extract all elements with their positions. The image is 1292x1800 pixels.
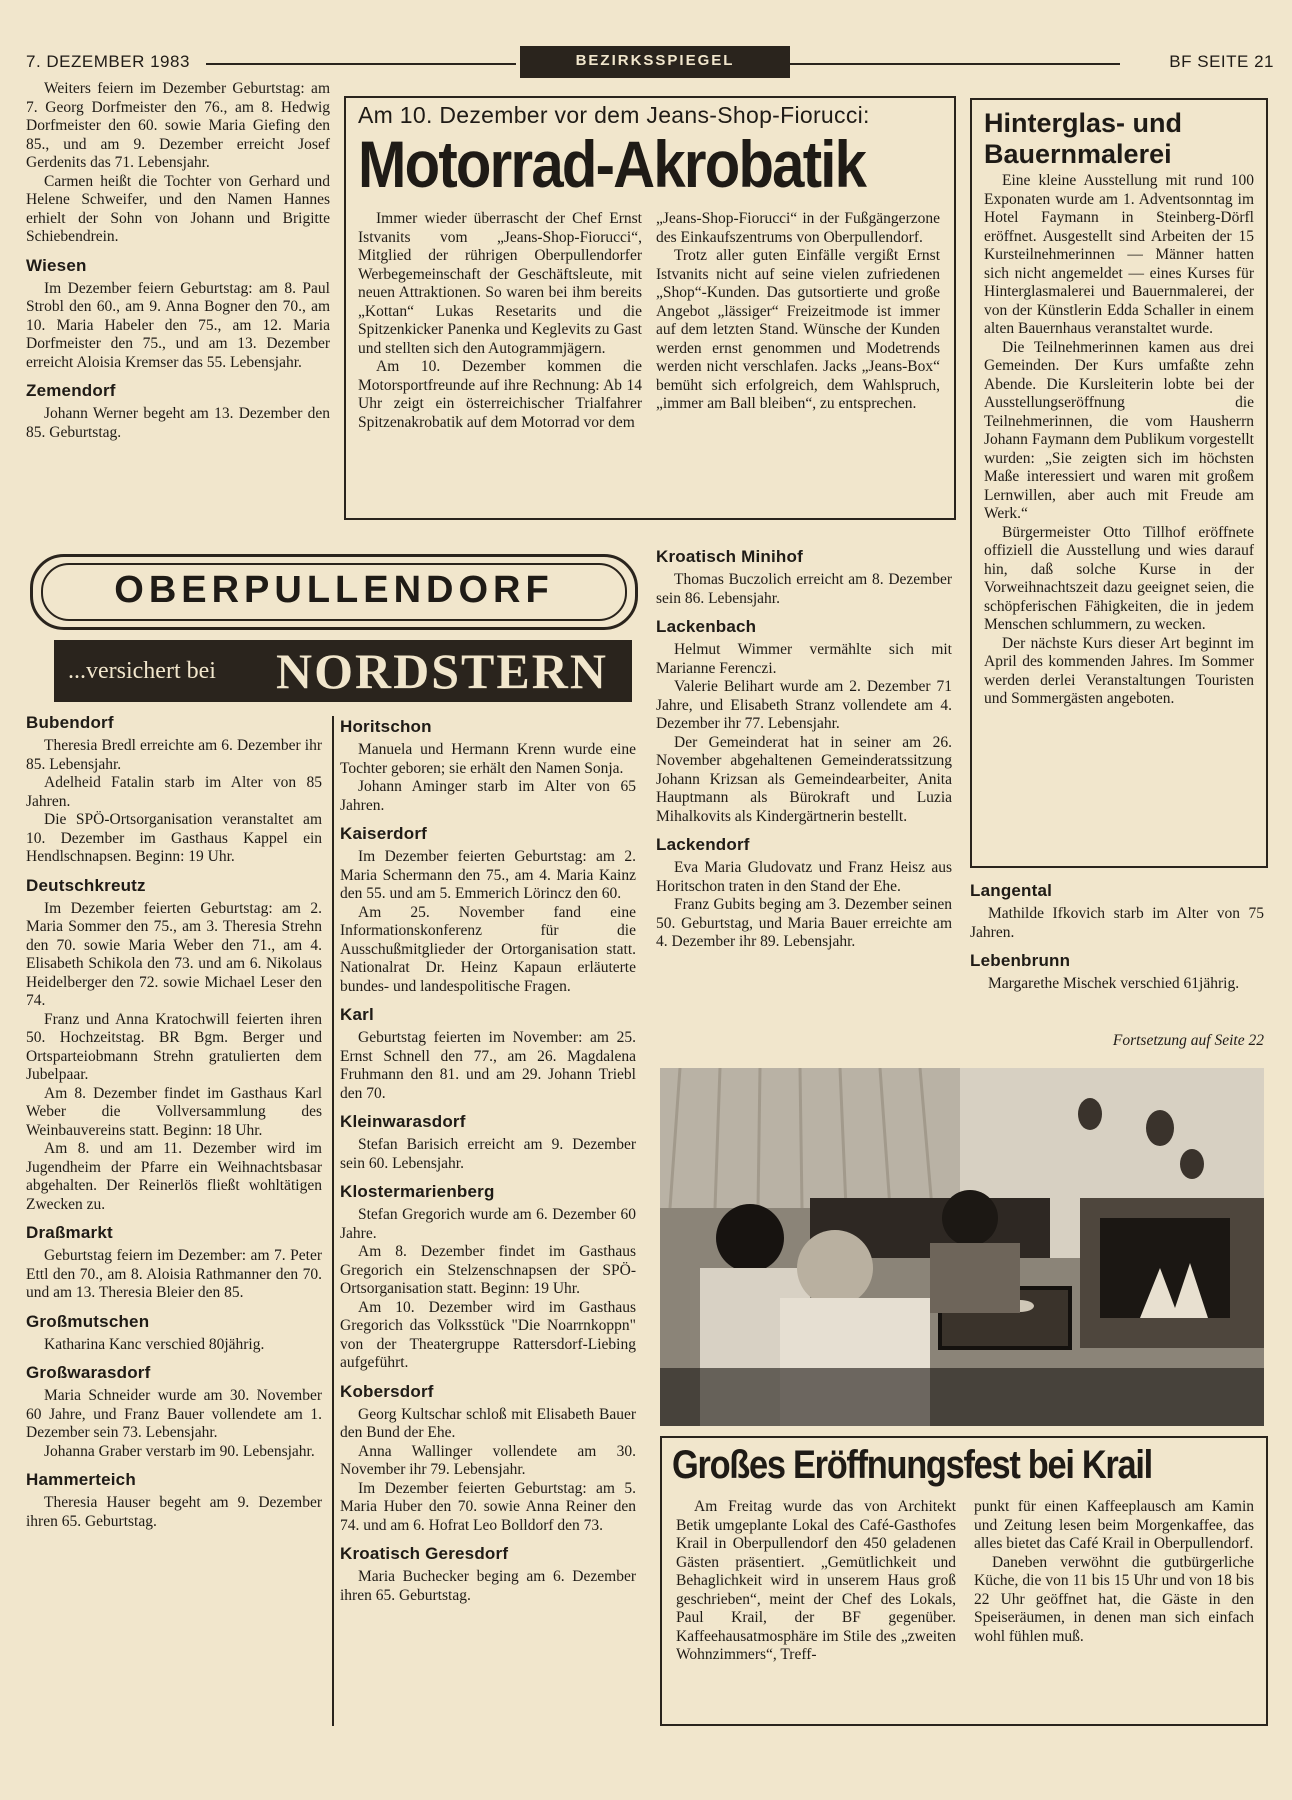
place-heading: Wiesen — [26, 255, 87, 275]
paragraph: Bürgermeister Otto Tillhof eröffnete offiziell die Ausstellung und wies darauf hin, daß solche Kurse in der Vorweihnachtszeit dazu geeignet seien, die schöpferischen Fähigkeiten, die in jedem Menschen schlummern, zu wecken. — [984, 523, 1254, 633]
paragraph: Die Teilnehmerinnen kamen aus drei Gemeinden. Der Kurs umfaßte zehn Abende. Die Kursleiterin lobte bei der Ausstellungseröffnung die Teilnehmerinnen, die vom Hausherrn Johann Faymann dem Publikum vorgestellt wurden: „Sie zeigten sich im höchsten Maße interessiert und waren mit großem Lernwillen, aber auch mit Freude am Werk.“ — [984, 338, 1254, 522]
oberpullendorf-banner — [30, 554, 638, 630]
paragraph: punkt für einen Kaffeeplausch am Kamin und Zeitung lesen beim Morgenkaffee, das alles bietet das Café Krail in Oberpullendorf. — [974, 1498, 1254, 1552]
paragraph: „Jeans-Shop-Fiorucci“ in der Fußgängerzone des Einkaufszentrums von Oberpullendorf. — [656, 210, 940, 246]
paragraph: Im Dezember feierten Geburtstag: am 2. Maria Schermann den 75., am 4. Maria Kainz den 55. und am 5. Emmerich Lörincz den 60. — [340, 848, 636, 902]
krail-col-b — [974, 1498, 1254, 1646]
paragraph: Theresia Bredl erreichte am 6. Dezember ihr 85. Lebensjahr. — [26, 737, 322, 773]
place-heading: Klostermarienberg — [340, 1182, 495, 1201]
place-heading: Hammerteich — [26, 1470, 136, 1489]
place-heading: Horitschon — [340, 717, 432, 736]
place-heading: Lebenbrunn — [970, 951, 1071, 970]
paragraph: Johann Werner begeht am 13. Dezember den 85. Geburtstag. — [26, 405, 330, 441]
paragraph: Der nächste Kurs dieser Art beginnt im April des kommenden Jahres. Im Sommer werden derlei Veranstaltungen Touristen und Sommergästen angeboten. — [984, 634, 1254, 707]
cafe-photo-graphic — [660, 1068, 1264, 1426]
paragraph: Johann Aminger starb im Alter von 65 Jahren. — [340, 778, 636, 814]
hinterglas-headline: Hinterglas- und Bauernmalerei — [984, 108, 1183, 169]
place-heading: Karl — [340, 1005, 374, 1024]
place-heading: Kroatisch Minihof — [656, 547, 803, 566]
paragraph: Im Dezember feiern Geburtstag: am 8. Paul Strobl den 60., am 9. Anna Bogner den 70., am 10. Maria Habeler den 75., am 12. Maria Dorfmeister den 75., und am 13. Dezember erreicht Aloisia Kremser das 55. Lebensjahr. — [26, 279, 330, 371]
header-rule-left — [206, 63, 516, 65]
place-heading: Lackendorf — [656, 835, 750, 854]
paragraph: Thomas Buczolich erreicht am 8. Dezember sein 86. Lebensjahr. — [656, 571, 952, 607]
paragraph: Maria Buchecker beging am 6. Dezember ihren 65. Geburtstag. — [340, 1568, 636, 1604]
paragraph: Im Dezember feierten Geburtstag: am 2. Maria Sommer den 75., am 3. Theresia Strehn den 70. sowie Maria Weber den 71., am 4. Elisabeth Schikola den 73. und am 6. Nikolaus Heidelberger den 72. sowie Michael Leser den 74. — [26, 899, 322, 1009]
paragraph: Am 25. November fand eine Informationskonferenz für die Ausschußmitglieder der Ortorganisation statt. Nationalrat Dr. Heinz Kapaun erläuterte bundes- und landespolitische Fragen. — [340, 903, 636, 995]
band-notch — [30, 634, 54, 708]
paragraph: Weiters feiern im Dezember Geburtstag: am 7. Georg Dorfmeister den 76., am 8. Hedwig Dorfmeister den 60. sowie Maria Giefing den 85., und am 9. Dezember erreicht Josef Gerdenits das 71. Lebensjahr. — [26, 80, 330, 171]
paragraph: Franz Gubits beging am 3. Dezember seinen 50. Geburtstag, und Maria Bauer erreichte am 4. Dezember ihr 89. Lebensjahr. — [656, 896, 952, 950]
hinterglas-body — [984, 172, 1254, 709]
paragraph: Johanna Graber verstarb im 90. Lebensjahr. — [44, 1442, 315, 1460]
motorrad-col-a — [358, 210, 642, 432]
paragraph: Theresia Hauser begeht am 9. Dezember ihren 65. Geburtstag. — [26, 1494, 322, 1530]
col3-notices — [656, 546, 952, 952]
paragraph: Franz und Anna Kratochwill feierten ihren 50. Hochzeitstag. BR Bgm. Berger und Ortsparteiobmann Strehn gratulierten dem Jubelpaar. — [26, 1010, 322, 1083]
paragraph: Im Dezember feierten Geburtstag: am 5. Maria Huber den 70. sowie Anna Reiner den 74. und am 6. Hofrat Leo Bolldorf den 73. — [340, 1479, 636, 1534]
paragraph: Am 10. Dezember kommen die Motorsportfreunde auf ihre Rechnung: Ab 14 Uhr zeigt ein österreichischer Trialfahrer Spitzenakrobatik auf dem Motorrad vor dem — [358, 358, 642, 431]
paragraph: Maria Schneider wurde am 30. November 60 Jahre, und Franz Bauer vollendete am 1. Dezember sein 73. Lebensjahr. — [26, 1387, 322, 1441]
paragraph: Helmut Wimmer vermählte sich mit Marianne Ferenczi. — [656, 641, 952, 677]
place-heading: Lackenbach — [656, 617, 757, 636]
place-heading: Kleinwarasdorf — [340, 1112, 466, 1131]
col4-bottom-notices — [970, 880, 1264, 994]
place-heading: Langental — [970, 881, 1053, 900]
paragraph: Der Gemeinderat hat in seiner am 26. November abgehaltenen Gemeinderatssitzung Johann Krizsan als Gemeindearbeiter, Anita Hauptmann als Bürokraft und Luzia Mihalkovits als Kindergärtnerin bestellt. — [656, 733, 952, 825]
paragraph: Die SPÖ-Ortsorganisation veranstaltet am 10. Dezember im Gasthaus Kappel ein Hendlschnapsen. Beginn: 19 Uhr. — [26, 811, 322, 865]
place-heading: Kroatisch Geresdorf — [340, 1544, 509, 1563]
header-rule-right — [790, 63, 1120, 65]
hinterglas-article-box — [970, 98, 1268, 868]
paragraph: Manuela und Hermann Krenn wurde eine Tochter geboren; sie erhält den Namen Sonja. — [340, 741, 636, 777]
motorrad-article-box — [344, 96, 956, 520]
place-heading: Kaiserdorf — [340, 824, 428, 843]
place-heading: Draßmarkt — [26, 1223, 113, 1242]
motorrad-kicker: Am 10. Dezember vor dem Jeans-Shop-Fiorucci: — [358, 102, 870, 128]
krail-article-box — [660, 1436, 1268, 1726]
paragraph: Eva Maria Gludovatz und Franz Heisz aus Horitschon traten in den Stand der Ehe. — [656, 859, 952, 895]
place-heading: Großmutschen — [26, 1311, 150, 1331]
continuation-note: Fortsetzung auf Seite 22 — [1112, 1032, 1264, 1049]
paragraph: Am 8. und am 11. Dezember wird im Jugendheim der Pfarre ein Weihnachtsbasar abgehalten. Der Reinerlös fließt wohltätigen Zwecken zu. — [26, 1140, 322, 1213]
paragraph: Stefan Gregorich wurde am 6. Dezember 60 Jahre. — [340, 1206, 636, 1242]
place-heading: Kobersdorf — [340, 1381, 434, 1401]
motorrad-col-b — [656, 210, 940, 414]
column-rule — [332, 716, 334, 1726]
paragraph: Trotz aller guten Einfälle vergißt Ernst Istvanits nicht auf seine vielen zufriedenen „Shop“-Kunden. Das gutsortierte und große Angebot „lässiger“ Freizeitmode ist immer auf dem letzten Stand. Wünsche der Kunden werden ernst genommen und Modetrends werden nicht verschlafen. Jacks „Jeans-Box“ bemüht sich erfolgreich, dem Wahlspruch, „immer am Ball bleiben“, zu entsprechen. — [656, 247, 940, 412]
place-heading: Großwarasdorf — [26, 1363, 151, 1382]
col1-top-notices — [26, 80, 330, 442]
krail-col-a — [676, 1498, 956, 1665]
paragraph: Immer wieder überrascht der Chef Ernst Istvanits vom „Jeans-Shop-Fiorucci“, Mitglied der rührigen Oberpullendorfer Werbegemeinschaft der Geschäftsleute, mit neuen Attraktionen. So waren bei ihm bereits „Kottan“ Lukas Resetarits und die Spitzenkicker Panenka und Keglevits zu Gast und stellten sich den Autogrammjägern. — [358, 210, 642, 357]
place-heading: Deutschkreutz — [26, 875, 146, 895]
paragraph: Carmen heißt die Tochter von Gerhard und Helene Schweifer, und den Namen Hannes erhielt der Sohn von Johann und Brigitte Schiebendrein. — [26, 172, 330, 245]
nordstern-small-text: ...versichert bei — [68, 658, 216, 684]
col2-notices — [340, 716, 636, 1605]
col1-bottom-notices — [26, 712, 322, 1531]
motorrad-headline: Motorrad-Akrobatik — [358, 127, 866, 201]
paragraph: Am 8. Dezember findet im Gasthaus Gregorich ein Stelzenschnapsen der SPÖ-Ortsorganisation statt. Beginn: 19 Uhr. — [340, 1243, 636, 1297]
paragraph: Am 8. Dezember findet im Gasthaus Karl Weber die Vollversammlung des Weinbauvereins statt. Beginn: 18 Uhr. — [26, 1084, 322, 1139]
krail-headline: Großes Eröffnungsfest bei Krail — [672, 1443, 1152, 1487]
paragraph: Margarethe Mischek verschied 61jährig. — [988, 975, 1240, 992]
paragraph: Katharina Kanc verschied 80jährig. — [44, 1335, 265, 1353]
paragraph: Mathilde Ifkovich starb im Alter von 75 Jahren. — [970, 905, 1264, 941]
paragraph: Georg Kultschar schloß mit Elisabeth Bauer den Bund der Ehe. — [340, 1405, 636, 1441]
page-number: BF SEITE 21 — [1169, 52, 1274, 71]
paragraph: Anna Wallinger vollendete am 30. November ihr 79. Lebensjahr. — [340, 1442, 636, 1478]
nordstern-brand: NORDSTERN — [276, 643, 608, 699]
place-heading: Zemendorf — [26, 381, 116, 400]
section-masthead: BEZIRKSSPIEGEL — [520, 46, 790, 78]
paragraph: Daneben verwöhnt die gutbürgerliche Küche, die von 11 bis 15 Uhr und von 18 bis 22 Uhr geöffnet hat, die Gäste in den Speiseräumen, in denen man sich einfach wohl fühlen muß. — [974, 1553, 1254, 1645]
paragraph: Am Freitag wurde das von Architekt Betik umgeplante Lokal des Café-Gasthofes Krail in Oberpullendorf den 450 geladenen Gästen präsentiert. „Gemütlichkeit und Behaglichkeit wird in unserem Haus groß geschrieben“, meint der Chef des Lokals, Paul Krail, der BF gegenüber. Kaffeehausatmosphäre im Stile des „zweiten Wohnzimmers“, Treff- — [676, 1498, 956, 1663]
place-heading: Bubendorf — [26, 713, 114, 732]
paragraph: Geburtstag feierten im November: am 25. Ernst Schnell den 77., am 26. Magdalena Fruhmann den 81. und am 29. Johann Triebl den 70. — [340, 1029, 636, 1102]
banner-title: OBERPULLENDORF — [114, 569, 554, 611]
paragraph: Geburtstag feiern im Dezember: am 7. Peter Ettl den 70., am 8. Aloisia Rathmanner den 70. und am 13. Theresia Bleier den 85. — [26, 1247, 322, 1301]
paragraph: Eine kleine Ausstellung mit rund 100 Exponaten wurde am 1. Adventsonntag im Hotel Faymann in Steinberg-Dörfl eröffnet. Ausgestellt sind Arbeiten der 15 Kursteilnehmerinnen — Männer hatten sich nicht angemeldet — eines Kurses für Hinterglasmalerei und Bauernmalerei, der von der Künstlerin Edda Schaller in einem alten Bauernhaus veranstaltet wurde. — [984, 172, 1254, 337]
cafe-photo — [660, 1068, 1264, 1426]
issue-date: 7. DEZEMBER 1983 — [26, 52, 190, 71]
paragraph: Valerie Belihart wurde am 2. Dezember 71 Jahre, und Elisabeth Stranz vollendete am 4. Dezember ihr 77. Lebensjahr. — [656, 678, 952, 732]
paragraph: Am 10. Dezember wird im Gasthaus Gregorich das Volksstück "Die Noarrnkoppn" von der Theatergruppe Rattersdorf-Liebing aufgeführt. — [340, 1298, 636, 1371]
paragraph: Stefan Barisich erreicht am 9. Dezember sein 60. Lebensjahr. — [340, 1136, 636, 1172]
nordstern-band — [30, 640, 632, 702]
paragraph: Adelheid Fatalin starb im Alter von 85 Jahren. — [26, 774, 322, 810]
